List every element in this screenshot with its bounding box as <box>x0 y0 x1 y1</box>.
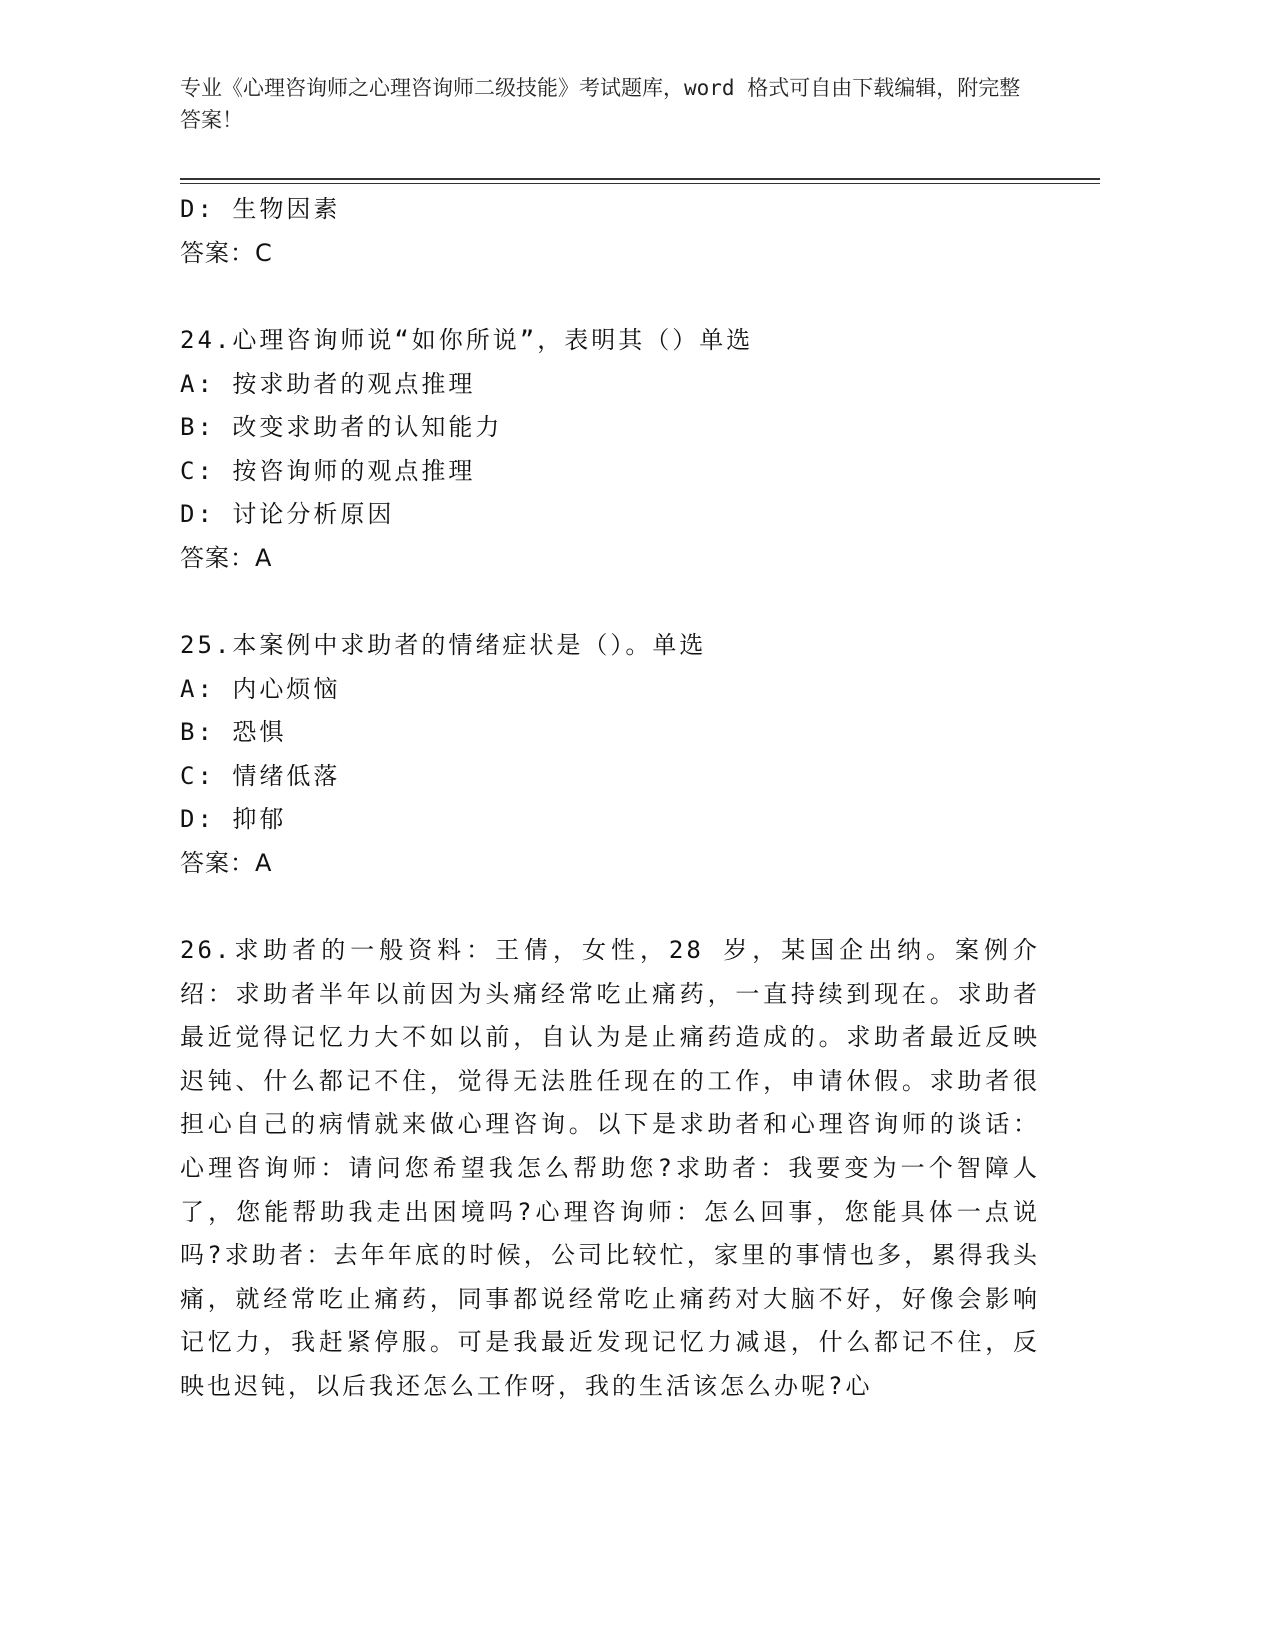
option-c: C: 按咨询师的观点推理 <box>180 456 476 485</box>
spacer <box>180 275 1040 319</box>
option-c: C: 情绪低落 <box>180 761 341 790</box>
option-b: B: 恐惧 <box>180 718 287 746</box>
page-header: 专业《心理咨询师之心理咨询师二级技能》考试题库，word 格式可自由下载编辑，附完整答案！ <box>180 76 1021 132</box>
option-a: A: 内心烦恼 <box>180 674 341 703</box>
option-d: D: 抑郁 <box>180 805 287 833</box>
spacer <box>180 885 1040 929</box>
answer-line: 答案：A <box>180 543 273 572</box>
question-content <box>180 188 1040 1409</box>
option-a: A: 按求助者的观点推理 <box>180 369 476 398</box>
header-divider <box>180 178 1100 180</box>
question-26-text: 26.求助者的一般资料：王倩，女性，28 岁，某国企出纳。案例介绍：求助者半年以前因为头痛经常吃止痛药，一直持续到现在。求助者最近觉得记忆力大不如以前，自认为是止痛药造成的。求助者最近反映迟钝、什么都记不住，觉得无法胜任现在的工作，申请休假。求助者很担心自己的病情就来做心理咨询。以下是求助者和心理咨询师的谈话：心理咨询师：请问您希望我怎么帮助您?求助者：我要变为一个智障人了，您能帮助我走出困境吗?心理咨询师：怎么回事，您能具体一点说吗?求助者：去年年底的时候，公司比较忙，家里的事情也多，累得我头痛，就经常吃止痛药，同事都说经常吃止痛药对大脑不好，好像会影响记忆力，我赶紧停服。可是我最近发现记忆力减退，什么都记不住，反映也迟钝，以后我还怎么工作呀，我的生活该怎么办呢?心 <box>180 936 1040 1400</box>
answer-line: 答案：C <box>180 238 273 267</box>
header-divider-thin <box>180 183 1100 184</box>
question-25-stem: 25.本案例中求助者的情绪症状是（）。单选 <box>180 631 707 659</box>
answer-line: 答案：A <box>180 848 273 877</box>
option-d: D: 生物因素 <box>180 195 341 223</box>
spacer <box>180 580 1040 624</box>
option-b: B: 改变求助者的认知能力 <box>180 413 503 441</box>
option-d: D: 讨论分析原因 <box>180 500 395 528</box>
question-24-stem: 24.心理咨询师说“如你所说”，表明其（）单选 <box>180 326 754 354</box>
